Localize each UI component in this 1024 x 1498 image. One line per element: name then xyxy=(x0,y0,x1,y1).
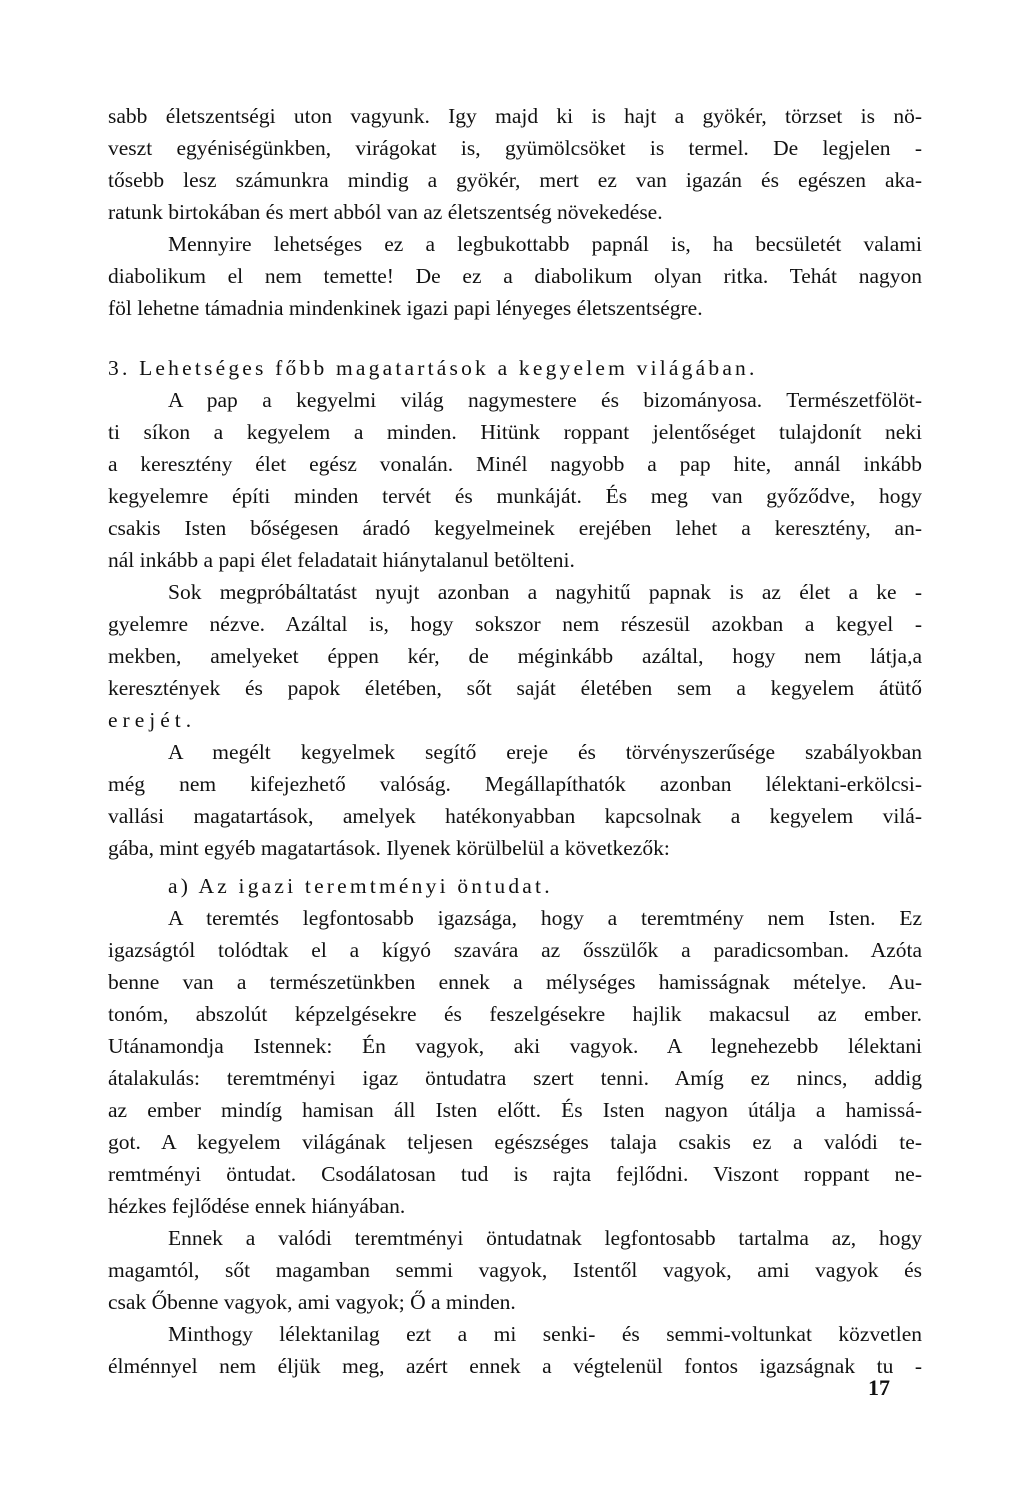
text-line: mekben, amelyeket éppen kér, de méginkább azáltal, hogy nem látja,a xyxy=(108,644,922,668)
text-line: Ennek a valódi teremtményi öntudatnak legfontosabb tartalma az, hogy xyxy=(168,1226,922,1250)
text-line: A pap a kegyelmi világ nagymestere és bizományosa. Természetfölöt- xyxy=(168,388,922,412)
text-line: csakis Isten bőségesen áradó kegyelmeinek erejében lehet a keresztény, an- xyxy=(108,516,922,540)
text-line: got. A kegyelem világának teljesen egészséges talaja csakis ez a valódi te- xyxy=(108,1130,922,1154)
text-line: a) Az igazi teremtményi öntudat. xyxy=(168,874,553,898)
text-line: átalakulás: teremtményi igaz öntudatra szert tenni. Amíg ez nincs, addig xyxy=(108,1066,922,1090)
text-line: föl lehetne támadnia mindenkinek igazi papi lényeges életszentségre. xyxy=(108,296,703,320)
text-line: az ember mindíg hamisan áll Isten előtt. És Isten nagyon útálja a hamissá- xyxy=(108,1098,922,1122)
text-line: A megélt kegyelmek segítő ereje és törvényszerűsége szabályokban xyxy=(168,740,922,764)
text-line: veszt egyéniségünkben, virágokat is, gyümölcsöket is termel. De legjelen - xyxy=(108,136,922,160)
text-line: keresztények és papok életében, sőt saját életében sem a kegyelem átütő xyxy=(108,676,922,700)
text-line: magamtól, sőt magamban semmi vagyok, Istentől vagyok, ami vagyok és xyxy=(108,1258,922,1282)
text-line: a keresztény élet egész vonalán. Minél nagyobb a pap hite, annál inkább xyxy=(108,452,922,476)
text-line: 3. Lehetséges főbb magatartások a kegyelem világában. xyxy=(108,356,758,380)
text-line: gyelemre nézve. Azáltal is, hogy sokszor nem részesül azokban a kegyel - xyxy=(108,612,922,636)
text-line: benne van a természetünkben ennek a mélységes hamisságnak mételye. Au- xyxy=(108,970,922,994)
text-line: csak Őbenne vagyok, ami vagyok; Ő a minden. xyxy=(108,1290,516,1314)
text-line: gába, mint egyéb magatartások. Ilyenek körülbelül a következők: xyxy=(108,836,670,860)
text-line: diabolikum el nem temette! De ez a diabolikum olyan ritka. Tehát nagyon xyxy=(108,264,922,288)
text-line: vallási magatartások, amelyek hatékonyabban kapcsolnak a kegyelem vilá- xyxy=(108,804,922,828)
text-line: remtményi öntudat. Csodálatosan tud is rajta fejlődni. Viszont roppant ne- xyxy=(108,1162,922,1186)
page-number: 17 xyxy=(868,1375,890,1400)
text-line: hézkes fejlődése ennek hiányában. xyxy=(108,1194,406,1218)
text-line: tonóm, abszolút képzelgésekre és feszelgésekre hajlik makacsul az ember. xyxy=(108,1002,922,1026)
text-line: Utánamondja Istennek: Én vagyok, aki vagyok. A legnehezebb lélektani xyxy=(108,1034,922,1058)
text-line: még nem kifejezhető valóság. Megállapíthatók azonban lélektani-erkölcsi- xyxy=(108,772,922,796)
text-line: ti síkon a kegyelem a minden. Hitünk roppant jelentőséget tulajdonít neki xyxy=(108,420,922,444)
text-line: kegyelemre építi minden tervét és munkáját. És meg van győződve, hogy xyxy=(108,484,922,508)
text-line: nál inkább a papi élet feladatait hiánytalanul betölteni. xyxy=(108,548,575,572)
text-line: ratunk birtokában és mert abból van az életszentség növekedése. xyxy=(108,200,663,224)
text-line: igazságtól tolódtak el a kígyó szavára az ősszülők a paradicsomban. Azóta xyxy=(108,938,922,962)
text-line: erejét. xyxy=(108,708,197,732)
text-line: Sok megpróbáltatást nyujt azonban a nagyhitű papnak is az élet a ke - xyxy=(168,580,922,604)
text-line: A teremtés legfontosabb igazsága, hogy a teremtmény nem Isten. Ez xyxy=(168,906,922,930)
text-line: élménnyel nem éljük meg, azért ennek a végtelenül fontos igazságnak tu - xyxy=(108,1354,922,1378)
text-line: Mennyire lehetséges ez a legbukottabb papnál is, ha becsületét valami xyxy=(168,232,922,256)
text-line: sabb életszentségi uton vagyunk. Igy majd ki is hajt a gyökér, törzset is nö- xyxy=(108,104,922,128)
text-line: Minthogy lélektanilag ezt a mi senki- és semmi-voltunkat közvetlen xyxy=(168,1322,922,1346)
text-line: tősebb lesz számunkra mindig a gyökér, mert ez van igazán és egészen aka- xyxy=(108,168,922,192)
